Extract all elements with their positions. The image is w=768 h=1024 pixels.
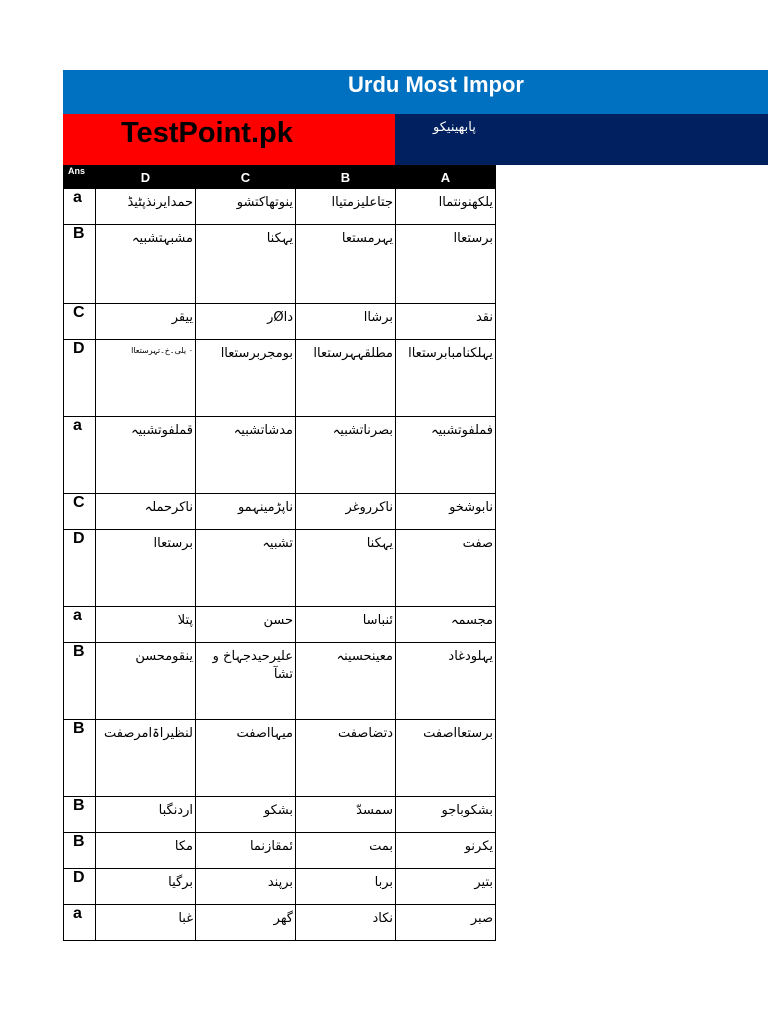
brand-name: TestPoint.pk bbox=[121, 117, 293, 149]
answer-cell: a bbox=[64, 189, 96, 225]
option-b-cell: برشاا bbox=[296, 304, 396, 340]
option-d-cell: مشبہتشبیہ bbox=[96, 225, 196, 304]
option-b-cell: بربا bbox=[296, 869, 396, 905]
option-c-cell: تشبیہ bbox=[196, 530, 296, 607]
option-d-cell: اردنگبا bbox=[96, 797, 196, 833]
option-c-cell: علیرحیدجہاخ و تشآ bbox=[196, 643, 296, 720]
option-b-cell: ناکرروغر bbox=[296, 494, 396, 530]
option-b-cell: بصرناتشبیہ bbox=[296, 417, 396, 494]
answer-cell: D bbox=[64, 340, 96, 417]
option-c-cell: حسن bbox=[196, 607, 296, 643]
answer-cell: D bbox=[64, 530, 96, 607]
table-row bbox=[64, 189, 496, 225]
option-c-cell: بشکو bbox=[196, 797, 296, 833]
option-a-cell: یلکھنونتماا bbox=[396, 189, 496, 225]
option-a-cell: یہلکنامبابرستعاا bbox=[396, 340, 496, 417]
option-a-cell: فملفوتشبیہ bbox=[396, 417, 496, 494]
option-c-cell: برپند bbox=[196, 869, 296, 905]
table-row bbox=[64, 607, 496, 643]
option-c-cell: ناپڑمینہمو bbox=[196, 494, 296, 530]
option-a-cell: یہلودغاد bbox=[396, 643, 496, 720]
option-c-cell: بومجربرستعاا bbox=[196, 340, 296, 417]
option-a-cell: بشکوباجو bbox=[396, 797, 496, 833]
brand-bar bbox=[63, 114, 395, 165]
page-title: Urdu Most Impor bbox=[348, 72, 524, 97]
table-row bbox=[64, 340, 496, 417]
option-a-cell: نابوشخو bbox=[396, 494, 496, 530]
table-row bbox=[64, 833, 496, 869]
header-c: C bbox=[196, 166, 296, 189]
option-b-cell: ئنباسا bbox=[296, 607, 396, 643]
answer-cell: a bbox=[64, 417, 96, 494]
quiz-table bbox=[63, 165, 496, 941]
option-d-cell: ییقر bbox=[96, 304, 196, 340]
table-row bbox=[64, 643, 496, 720]
table-row bbox=[64, 905, 496, 941]
option-b-cell: بمت bbox=[296, 833, 396, 869]
table-row bbox=[64, 494, 496, 530]
option-c-cell: میہااصفت bbox=[196, 720, 296, 797]
header-d: D bbox=[96, 166, 196, 189]
answer-cell: D bbox=[64, 869, 96, 905]
option-a-cell: یکرنو bbox=[396, 833, 496, 869]
table-row bbox=[64, 225, 496, 304]
option-a-cell: مجسمہ bbox=[396, 607, 496, 643]
option-b-cell: مطلقہہرستعاا bbox=[296, 340, 396, 417]
option-a-cell: برستعااصفت bbox=[396, 720, 496, 797]
subtitle-text: پابھینیکو bbox=[433, 120, 476, 135]
table-row bbox=[64, 530, 496, 607]
option-c-cell: گھر bbox=[196, 905, 296, 941]
option-c-cell: داØر bbox=[196, 304, 296, 340]
answer-cell: B bbox=[64, 833, 96, 869]
option-b-cell: دتضاصفت bbox=[296, 720, 396, 797]
option-c-cell: ینوتھاکتشو bbox=[196, 189, 296, 225]
option-a-cell: بتیر bbox=[396, 869, 496, 905]
table-row bbox=[64, 417, 496, 494]
answer-cell: B bbox=[64, 225, 96, 304]
option-b-cell: معینحسینہ bbox=[296, 643, 396, 720]
answer-cell: C bbox=[64, 494, 96, 530]
option-a-cell: صبر bbox=[396, 905, 496, 941]
option-d-cell: حمدایرنذپٹیڈ bbox=[96, 189, 196, 225]
table-row bbox=[64, 720, 496, 797]
option-c-cell: ئمقازنما bbox=[196, 833, 296, 869]
table-row bbox=[64, 304, 496, 340]
table-row bbox=[64, 797, 496, 833]
option-d-cell: مکا bbox=[96, 833, 196, 869]
option-d-cell: ناکرحملہ bbox=[96, 494, 196, 530]
option-a-cell: نقد bbox=[396, 304, 496, 340]
option-b-cell: نکاد bbox=[296, 905, 396, 941]
answer-cell: a bbox=[64, 905, 96, 941]
answer-cell: B bbox=[64, 797, 96, 833]
answer-cell: B bbox=[64, 643, 96, 720]
option-d-cell: ۰ یلی۔خ۔تہرستعاا bbox=[96, 340, 196, 417]
option-a-cell: برستعاا bbox=[396, 225, 496, 304]
option-d-cell: برگیا bbox=[96, 869, 196, 905]
option-c-cell: یہکنا bbox=[196, 225, 296, 304]
option-d-cell: برستعاا bbox=[96, 530, 196, 607]
option-b-cell: سمسدّ bbox=[296, 797, 396, 833]
subtitle-bar bbox=[395, 114, 768, 165]
option-d-cell: غبا bbox=[96, 905, 196, 941]
option-d-cell: قملفوتشبیہ bbox=[96, 417, 196, 494]
table-row bbox=[64, 869, 496, 905]
option-d-cell: ینقومحسن bbox=[96, 643, 196, 720]
header-b: B bbox=[296, 166, 396, 189]
option-b-cell: جتاعلیزمتیاا bbox=[296, 189, 396, 225]
header-ans: Ans bbox=[64, 166, 96, 189]
answer-cell: a bbox=[64, 607, 96, 643]
answer-cell: B bbox=[64, 720, 96, 797]
option-d-cell: لنظیراۃامرصفت bbox=[96, 720, 196, 797]
option-d-cell: پتلا bbox=[96, 607, 196, 643]
option-b-cell: یہرمستعا bbox=[296, 225, 396, 304]
answer-cell: C bbox=[64, 304, 96, 340]
table-header-row bbox=[64, 166, 496, 189]
option-b-cell: یہکنا bbox=[296, 530, 396, 607]
option-c-cell: مدشاتشبیہ bbox=[196, 417, 296, 494]
title-bar bbox=[63, 70, 768, 114]
header-a: A bbox=[396, 166, 496, 189]
option-a-cell: صفت bbox=[396, 530, 496, 607]
